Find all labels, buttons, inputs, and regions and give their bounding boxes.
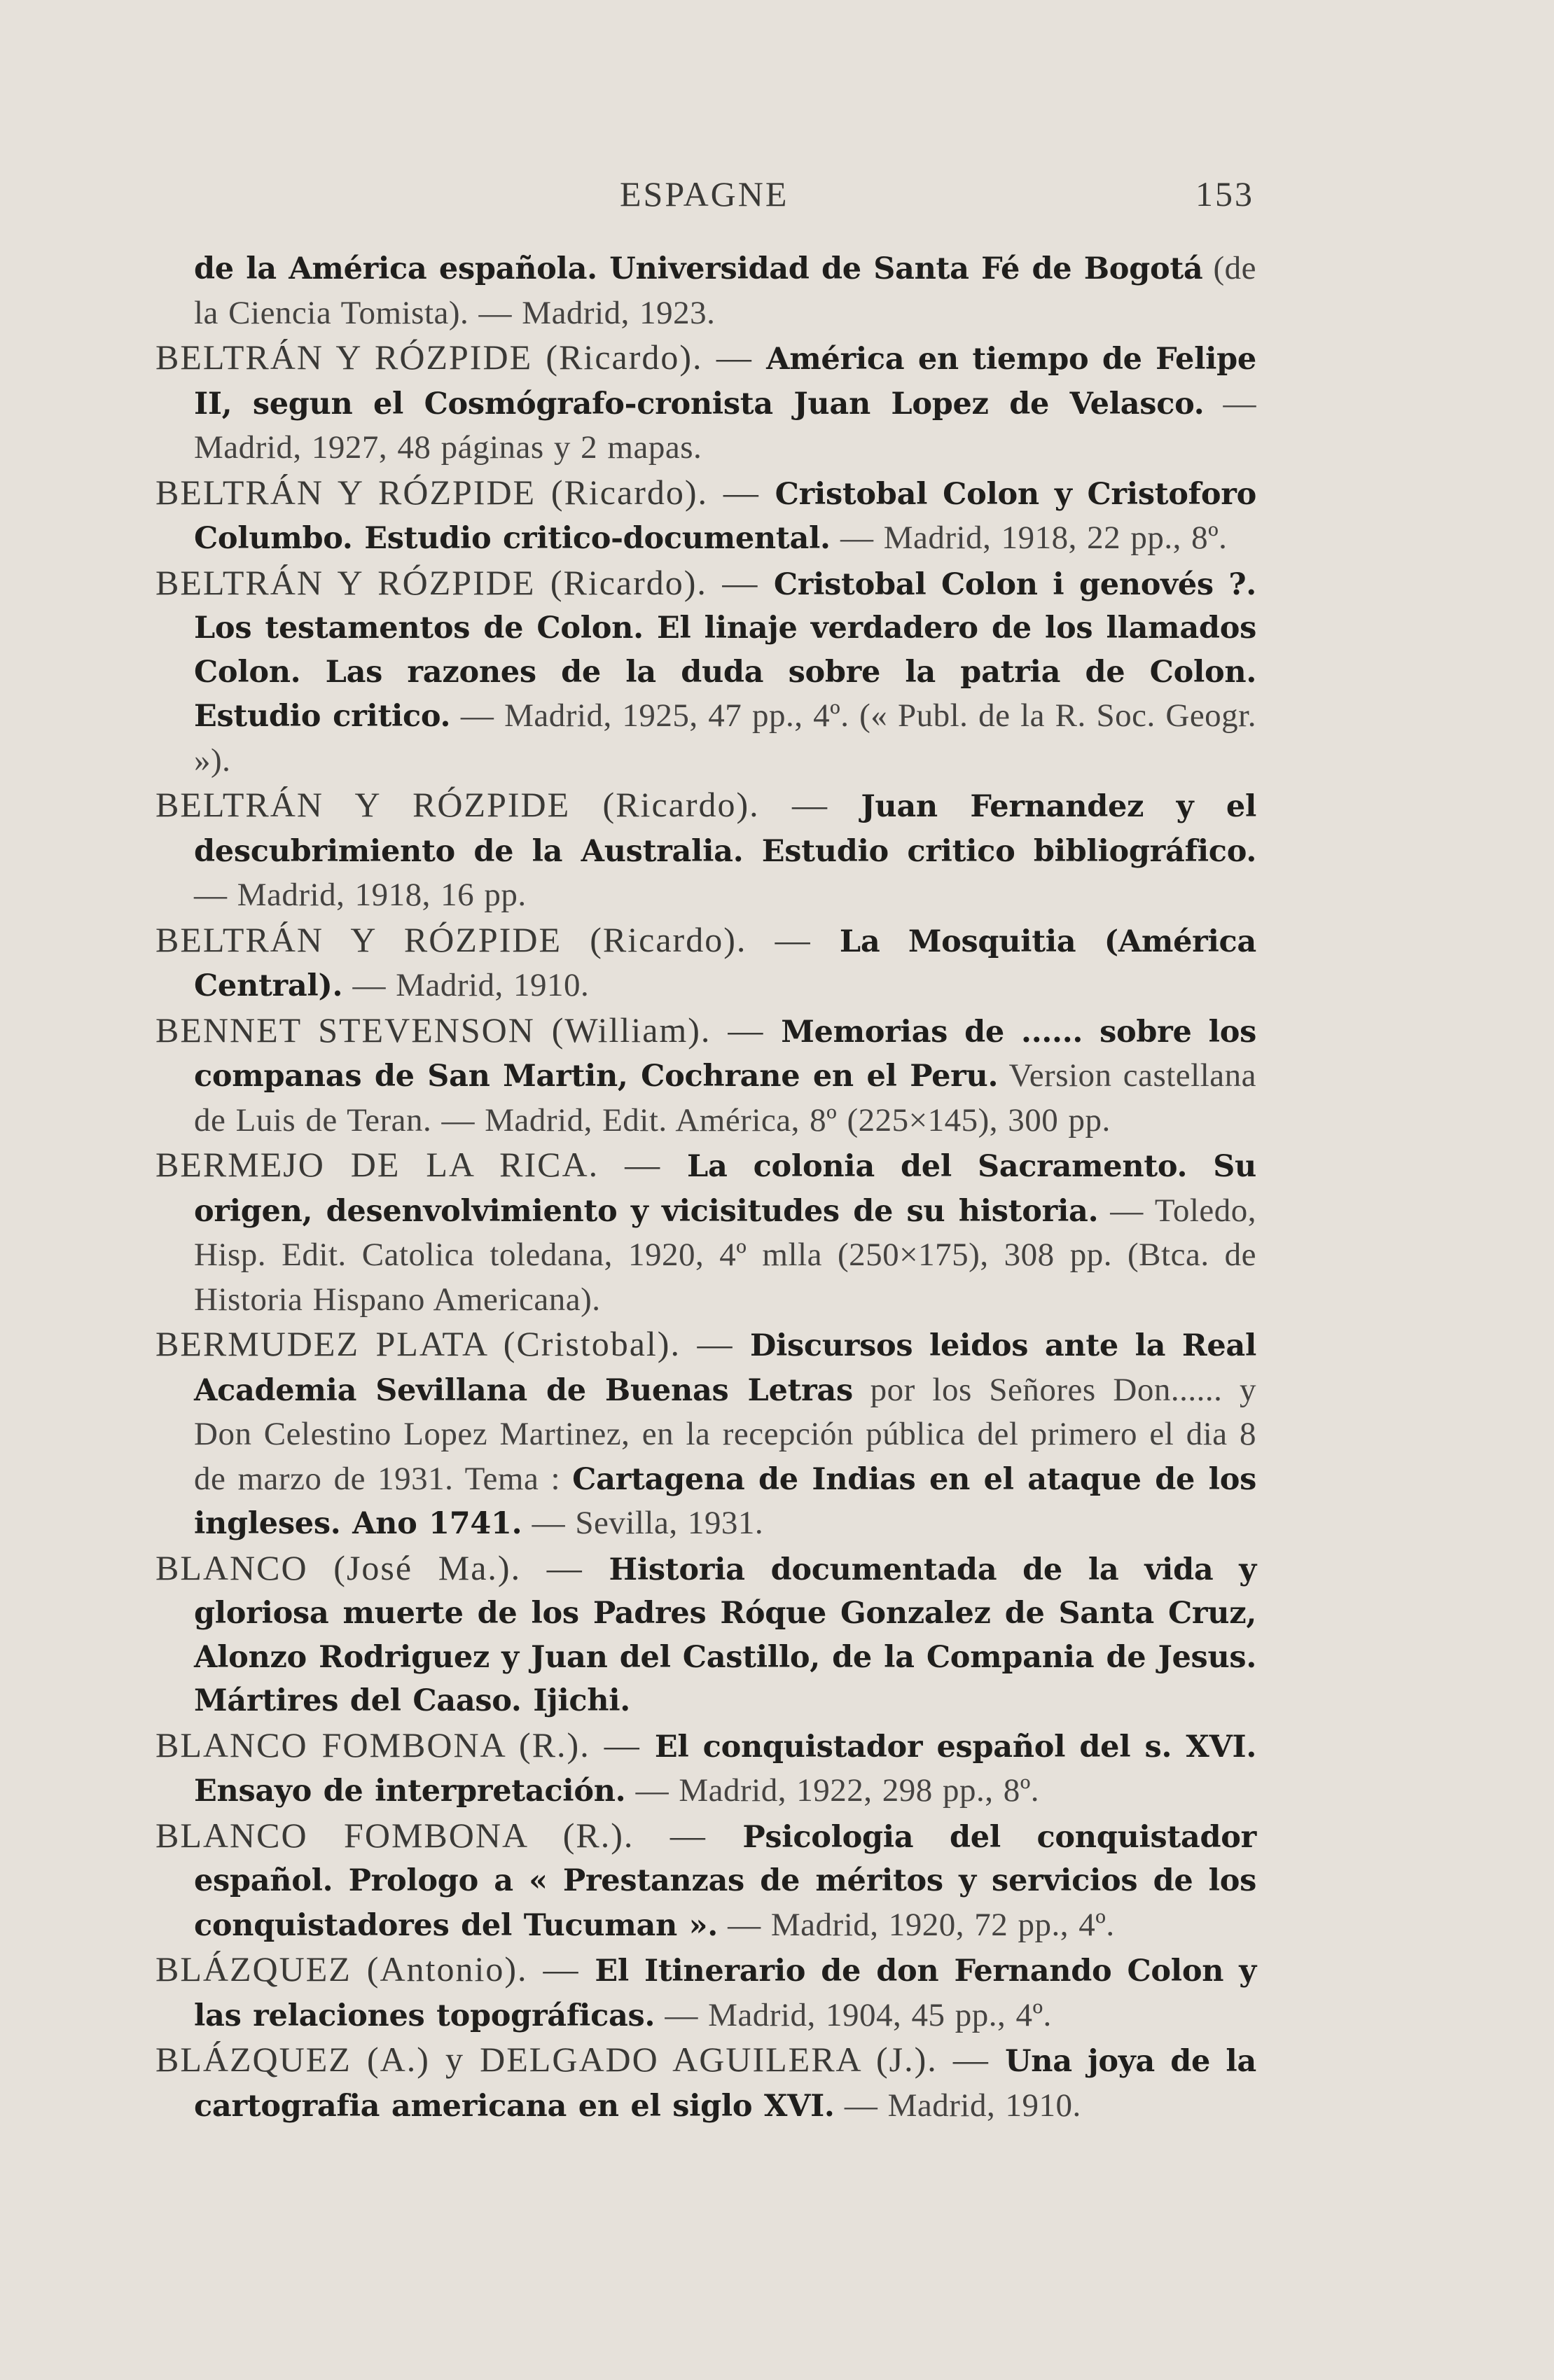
entry-publication: — Madrid, 1904, 45 pp., 4º. [655,1996,1052,2033]
bibliography-entry [155,471,1256,561]
entry-author: BELTRÁN Y RÓZPIDE (Ricardo). — [155,337,767,377]
entry-publication: por los Señores Don...... y Don Celestino Lopez Martinez, en la recepción pública del primero el dia 8 de marzo de 1931. Tema : [194,1371,1256,1497]
entry-author: BELTRÁN Y RÓZPIDE (Ricardo). — [155,919,840,959]
entry-subject: Cartagena de Indias en el ataque de los ingleses. Ano 1741. [194,1461,1256,1541]
entry-title: Juan Fernandez y el descubrimiento de la Australia. Estudio critico bibliográfico. [194,789,1256,869]
entry-publication: — Madrid, 1922, 298 pp., 8º. [625,1772,1040,1809]
bibliography-entry [155,1322,1256,1546]
running-header [0,174,1554,223]
entry-title: Discursos leidos ante la Real Academia Sevillana de Buenas Letras [194,1328,1256,1408]
bibliography-entry [155,335,1256,471]
entry-title: de la América española. Universidad de Santa Fé de Bogotá [194,251,1203,286]
entry-author: BELTRÁN Y RÓZPIDE (Ricardo). — [155,785,861,824]
entry-author: BLANCO FOMBONA (R.). — [155,1725,655,1765]
entry-title: El Itinerario de don Fernando Colon y las relaciones topográficas. [194,1954,1256,2033]
entry-publication: — Madrid, 1925, 47 pp., 4º. (« Publ. de la R. Soc. Geogr. »). [194,697,1256,779]
entry-author: BERMUDEZ PLATA (Cristobal). — [155,1324,750,1363]
entry-title: El conquistador español del s. XVI. Ensayo de interpretación. [194,1729,1257,1809]
entry-publication: — Madrid, 1910. [834,2087,1081,2124]
entry-author: BLANCO FOMBONA (R.). — [155,1815,743,1855]
bibliography-entry [155,561,1256,784]
entry-publication: (de la Ciencia Tomista). — Madrid, 1923. [194,250,1257,331]
entry-publication: — Madrid, 1918, 22 pp., 8º. [830,520,1228,556]
entry-publication: — Madrid, 1920, 72 pp., 4º. [717,1906,1115,1943]
entry-title: La Mosquitia (América Central). [194,924,1256,1003]
entry-title: Psicologia del conquistador español. Prologo a « Prestanzas de méritos y servicios de los conquistadores del Tucuman ». [194,1819,1256,1943]
entry-title: América en tiempo de Felipe II, segun el Cosmógrafo-cronista Juan Lopez de Velasco. [194,342,1256,422]
entry-title: Una joya de la cartografia americana en el siglo XVI. [194,2044,1256,2124]
entry-author: BLANCO (José Ma.). — [155,1547,609,1587]
entry-title: Memorias de ...... sobre los companas de San Martin, Cochrane en el Peru. [194,1014,1256,1094]
entry-publication: — Madrid, 1918, 16 pp. [194,877,527,913]
page-number: 153 [1195,174,1254,214]
entry-publication: — Madrid, 1910. [342,967,590,1003]
bibliography-entry [155,918,1256,1008]
entry-author: BENNET STEVENSON (William). — [155,1010,782,1050]
entry-title: Historia documentada de la vida y gloriosa muerte de los Padres Róque Gonzalez de Santa Cruz, Alonzo Rodriguez y Juan del Castillo, de la Compania de Jesus. Mártires del Caaso. Ijichi. [194,1552,1256,1718]
bibliography-entry [155,1814,1256,1948]
bibliography-list [155,246,1256,2128]
bibliography-entry [155,1546,1256,1723]
bibliography-entry-continued [155,246,1256,335]
running-title: ESPAGNE [620,174,789,214]
entry-author: BELTRÁN Y RÓZPIDE (Ricardo). — [155,562,774,602]
entry-author: BLÁZQUEZ (A.) y DELGADO AGUILERA (J.). — [155,2040,1006,2079]
bibliography-entry [155,1723,1256,1814]
entry-author: BLÁZQUEZ (Antonio). — [155,1949,595,1989]
entry-author: BERMEJO DE LA RICA. — [155,1145,688,1184]
bibliography-entry [155,1947,1256,2038]
bibliography-entry [155,2038,1256,2128]
bibliography-entry [155,1143,1256,1322]
entry-publication-place: — Sevilla, 1931. [522,1505,764,1541]
entry-title: Cristobal Colon y Cristoforo Columbo. Estudio critico-documental. [194,476,1256,556]
entry-title: Cristobal Colon i genovés ?. Los testamentos de Colon. El linaje verdadero de los llamados Colon. Las razones de la duda sobre la patria de Colon. Estudio critico. [194,566,1256,734]
entry-publication: — Madrid, 1927, 48 páginas y 2 mapas. [194,384,1257,466]
bibliography-entry [155,1008,1256,1143]
entry-title: La colonia del Sacramento. Su origen, desenvolvimiento y vicisitudes de su historia. [194,1149,1256,1229]
bibliography-entry [155,783,1256,918]
entry-publication: — Toledo, Hisp. Edit. Catolica toledana, 1920, 4º mlla (250×175), 308 pp. (Btca. de Historia Hispano Americana). [194,1192,1257,1318]
entry-publication: Version castellana de Luis de Teran. — Madrid, Edit. América, 8º (225×145), 300 pp. [194,1057,1257,1139]
entry-author: BELTRÁN Y RÓZPIDE (Ricardo). — [155,472,775,512]
